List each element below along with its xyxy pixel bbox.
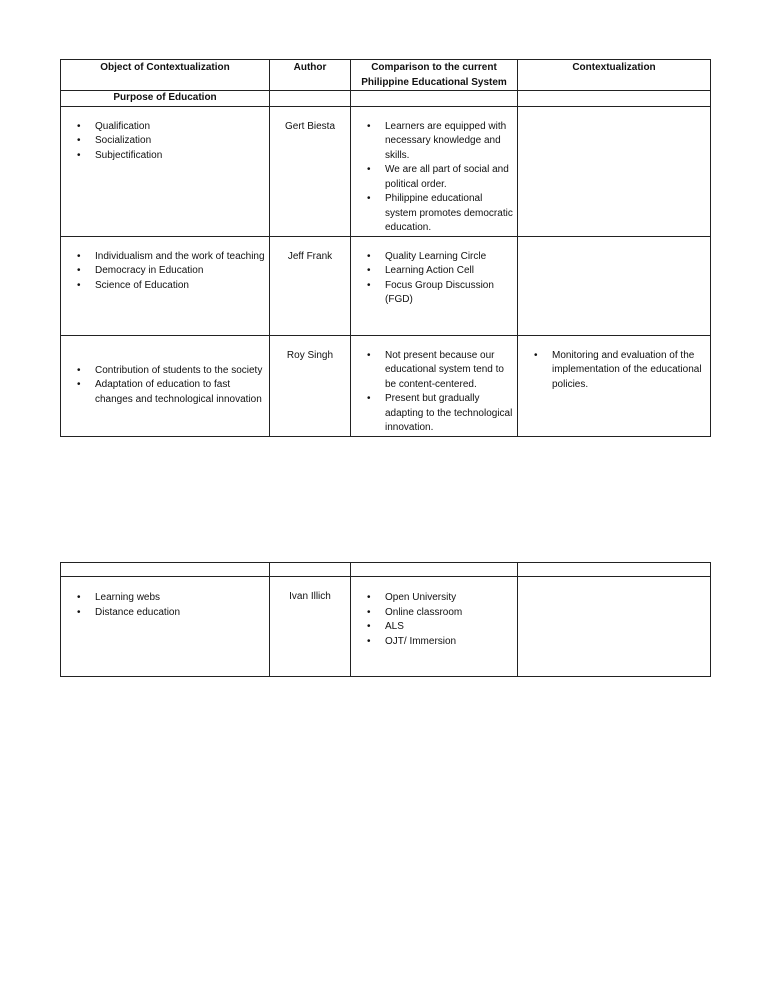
list-item: • Subjectification: [61, 149, 269, 164]
list-item: • Science of Education: [61, 279, 269, 294]
purpose-of-education-label: Purpose of Education: [61, 91, 270, 107]
list-item: • Monitoring and evaluation of the implementation of the educational policies.: [518, 349, 710, 393]
header-author: Author: [270, 60, 351, 91]
list-item: • Socialization: [61, 134, 269, 149]
list-item: • Online classroom: [351, 606, 517, 621]
comparison-list: [351, 591, 517, 649]
list-item: • Open University: [351, 591, 517, 606]
author-cell: Ivan Illich: [270, 577, 351, 677]
list-item: • Individualism and the work of teaching: [61, 250, 269, 265]
list-item: • Learners are equipped with necessary knowledge and skills.: [351, 120, 517, 164]
comparison-list: [351, 349, 517, 436]
continuation-table: [60, 562, 711, 677]
comparison-list: [351, 120, 517, 236]
list-item: • Focus Group Discussion (FGD): [351, 279, 517, 308]
list-item: • Learning Action Cell: [351, 264, 517, 279]
objects-list: [61, 250, 269, 294]
list-item: • Democracy in Education: [61, 264, 269, 279]
header-contextualization: Contextualization: [518, 60, 711, 91]
list-item: • Learning webs: [61, 591, 269, 606]
contextualization-list: [518, 349, 710, 393]
list-item: • Distance education: [61, 606, 269, 621]
objects-list: [61, 120, 269, 164]
author-cell: Roy Singh: [270, 335, 351, 436]
contextualization-cell: [518, 577, 711, 677]
objects-list: [61, 364, 269, 408]
list-item: • We are all part of social and political order.: [351, 163, 517, 192]
list-item: • ALS: [351, 620, 517, 635]
list-item: • OJT/ Immersion: [351, 635, 517, 650]
objects-list: [61, 591, 269, 620]
list-item: • Quality Learning Circle: [351, 250, 517, 265]
empty-header-row: [61, 563, 711, 577]
list-item: • Not present because our educational system tend to be content-centered.: [351, 349, 517, 393]
header-object: Object of Contextualization: [61, 60, 270, 91]
main-table: [60, 59, 711, 437]
table-row: [61, 335, 711, 436]
contextualization-cell: [518, 236, 711, 335]
list-item: • Adaptation of education to fast changes and technological innovation: [61, 378, 269, 407]
header-comparison: Comparison to the current Philippine Educational System: [351, 60, 518, 91]
contextualization-cell: [518, 106, 711, 236]
author-cell: Jeff Frank: [270, 236, 351, 335]
list-item: • Present but gradually adapting to the technological innovation.: [351, 392, 517, 436]
header-row: [61, 60, 711, 91]
contextualization-cell: [518, 335, 711, 436]
subheader-row: [61, 91, 711, 107]
table-row: [61, 236, 711, 335]
table-row: [61, 577, 711, 677]
list-item: • Philippine educational system promotes democratic education.: [351, 192, 517, 236]
list-item: • Contribution of students to the society: [61, 364, 269, 379]
comparison-list: [351, 250, 517, 308]
table-row: [61, 106, 711, 236]
list-item: • Qualification: [61, 120, 269, 135]
author-cell: Gert Biesta: [270, 106, 351, 236]
